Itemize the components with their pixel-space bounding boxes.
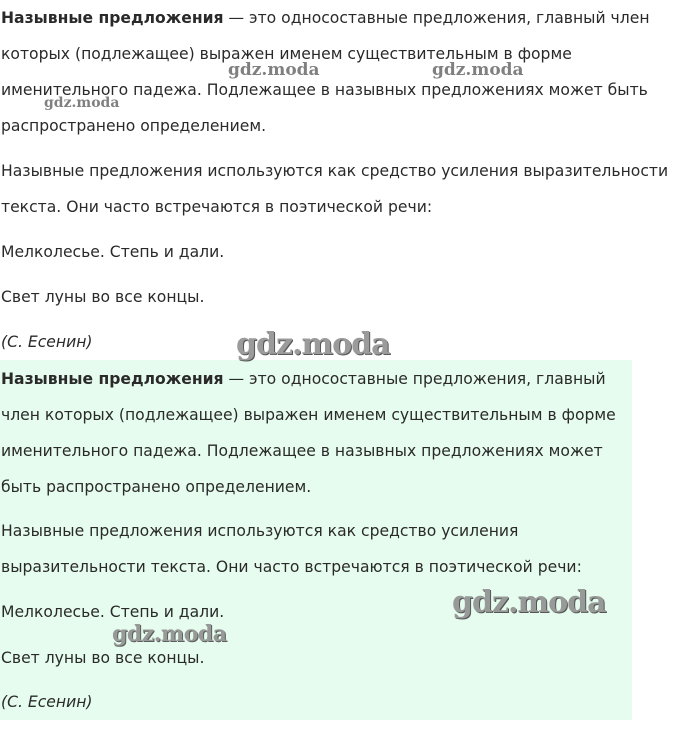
poem-author [0,330,93,354]
author-italic: (С. Есенин) [1,693,93,711]
watermark: gdz.moda [44,95,120,111]
usage-paragraph: Назывные предложения используются как средство усиления выразительности текста. Они часто встречаются в поэтической речи: [1,522,582,576]
definition-paragraph [0,0,671,144]
watermark: gdz.moda [236,327,390,362]
usage-paragraph: Назывные предложения используются как средство усиления выразительности текста. Они часто встречаются в поэтической речи: [1,162,669,216]
watermark: gdz.moda [452,585,606,620]
poem-line-1: Мелколесье. Степь и дали. [1,603,225,621]
term-bold: Назывные предложения [1,9,224,27]
definition-paragraph [0,361,631,505]
watermark: gdz.moda [112,621,227,647]
watermark: gdz.moda [228,60,320,80]
poem-line-2: Свет луны во все концы. [1,649,205,667]
definition-text: — это односоставные предложения, главный член которых (подлежащее) выражен именем существительным в форме именительного падежа. Подлежащее в назывных предложениях может быть распространено определением. [1,9,650,135]
definition-text: — это односоставные предложения, главный член которых (подлежащее) выражен именем существительным в форме именительного падежа. Подлежащее в назывных предложениях может быть распространено определением. [1,370,616,496]
watermark: gdz.moda [432,60,524,80]
poem-line-2: Свет луны во все концы. [1,288,205,306]
poem-line-1: Мелколесье. Степь и дали. [1,243,225,261]
term-bold: Назывные предложения [1,370,224,388]
author-italic: (С. Есенин) [1,333,93,351]
poem-author [0,690,93,714]
text-block-highlighted [0,360,632,720]
